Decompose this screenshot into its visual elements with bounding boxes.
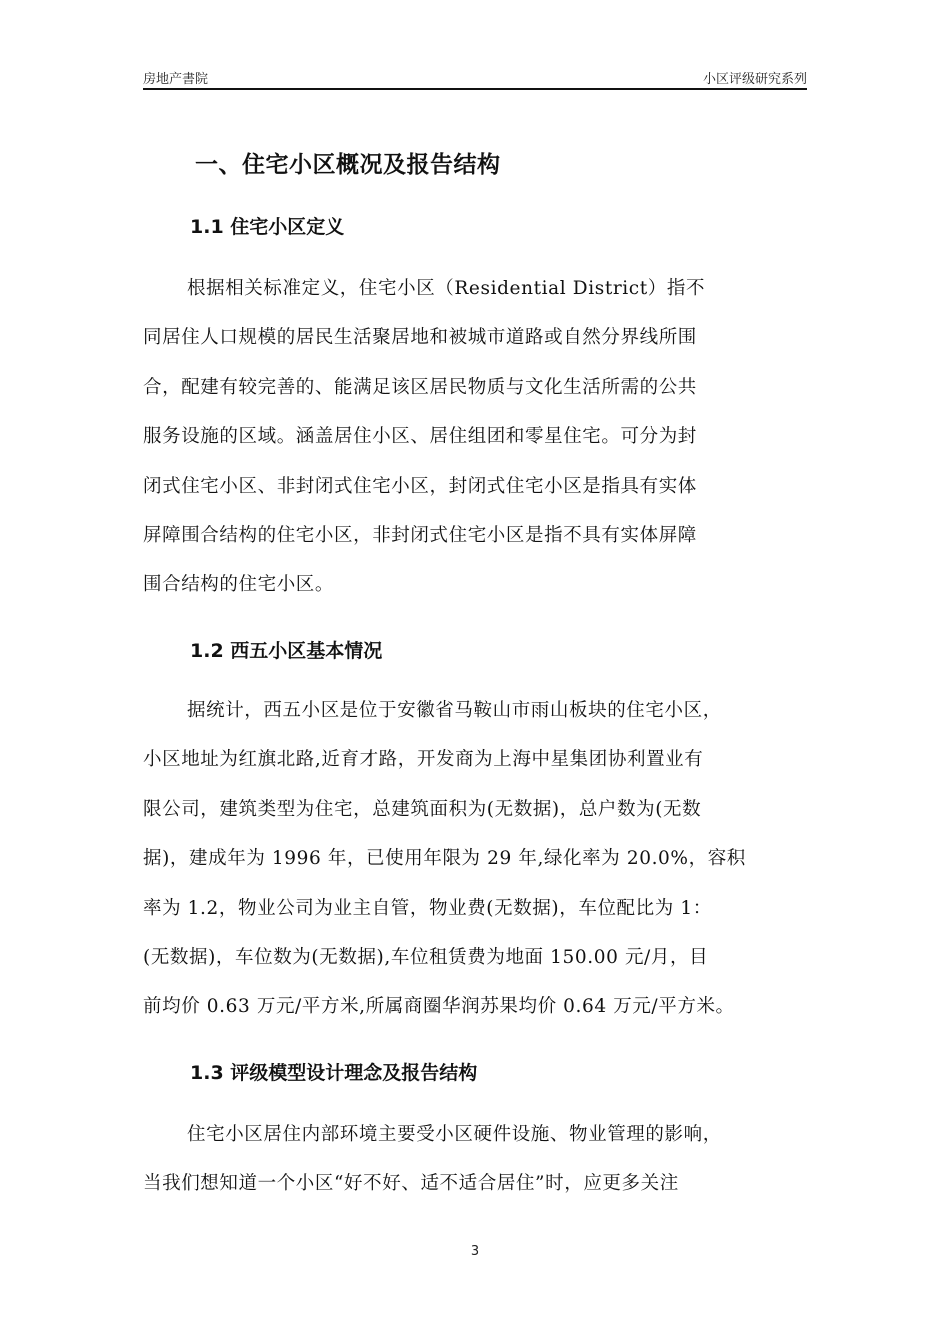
header-divider	[143, 88, 807, 90]
section-title: 一、住宅小区概况及报告结构	[195, 152, 501, 178]
header-publisher: 房地产書院	[143, 72, 209, 87]
paragraph-line: 屏障围合结构的住宅小区，非封闭式住宅小区是指不具有实体屏障	[143, 524, 697, 546]
paragraph-line: 率为 1.2，物业公司为业主自管，物业费(无数据)，车位配比为 1：	[143, 897, 712, 919]
paragraph-basic-info	[143, 686, 807, 1032]
paragraph-line: 围合结构的住宅小区。	[143, 574, 335, 596]
paragraph-line: 闭式住宅小区、非封闭式住宅小区，封闭式住宅小区是指具有实体	[143, 475, 697, 497]
subsection-title-1-3: 1.3 评级模型设计理念及报告结构	[190, 1062, 478, 1084]
paragraph-line: 据统计，西五小区是位于安徽省马鞍山市雨山板块的住宅小区，	[187, 700, 722, 721]
subsection-title-1-1: 1.1 住宅小区定义	[190, 216, 345, 238]
page-number: 3	[470, 1244, 480, 1259]
header-series-title: 小区评级研究系列	[702, 72, 807, 87]
paragraph-line: 当我们想知道一个小区“好不好、适不适合居住”时，应更多关注	[143, 1173, 679, 1195]
paragraph-line: 据)，建成年为 1996 年，已使用年限为 29 年,绿化率为 20.0%，容积	[143, 848, 746, 870]
paragraph-line: 限公司，建筑类型为住宅，总建筑面积为(无数据)，总户数为(无数	[143, 798, 702, 820]
paragraph-line: 同居住人口规模的居民生活聚居地和被城市道路或自然分界线所围	[143, 327, 697, 349]
subsection-title-1-2: 1.2 西五小区基本情况	[190, 640, 383, 662]
paragraph-line: 合，配建有较完善的、能满足该区居民物质与文化生活所需的公共	[143, 376, 697, 398]
paragraph-line: 住宅小区居住内部环境主要受小区硬件设施、物业管理的影响，	[187, 1124, 722, 1145]
paragraph-line: 前均价 0.63 万元/平方米,所属商圈华润苏果均价 0.64 万元/平方米。	[143, 996, 735, 1018]
paragraph-line: 服务设施的区域。涵盖居住小区、居住组团和零星住宅。可分为封	[143, 426, 697, 448]
paragraph-definition	[143, 264, 807, 610]
paragraph-line: 根据相关标准定义，住宅小区（Residential District）指不	[187, 278, 706, 299]
paragraph-line: (无数据)，车位数为(无数据),车位租赁费为地面 150.00 元/月，目	[143, 946, 709, 968]
paragraph-line: 小区地址为红旗北路,近育才路，开发商为上海中星集团协利置业有	[143, 749, 704, 771]
paragraph-model-design	[143, 1110, 807, 1209]
page-header	[143, 68, 807, 88]
